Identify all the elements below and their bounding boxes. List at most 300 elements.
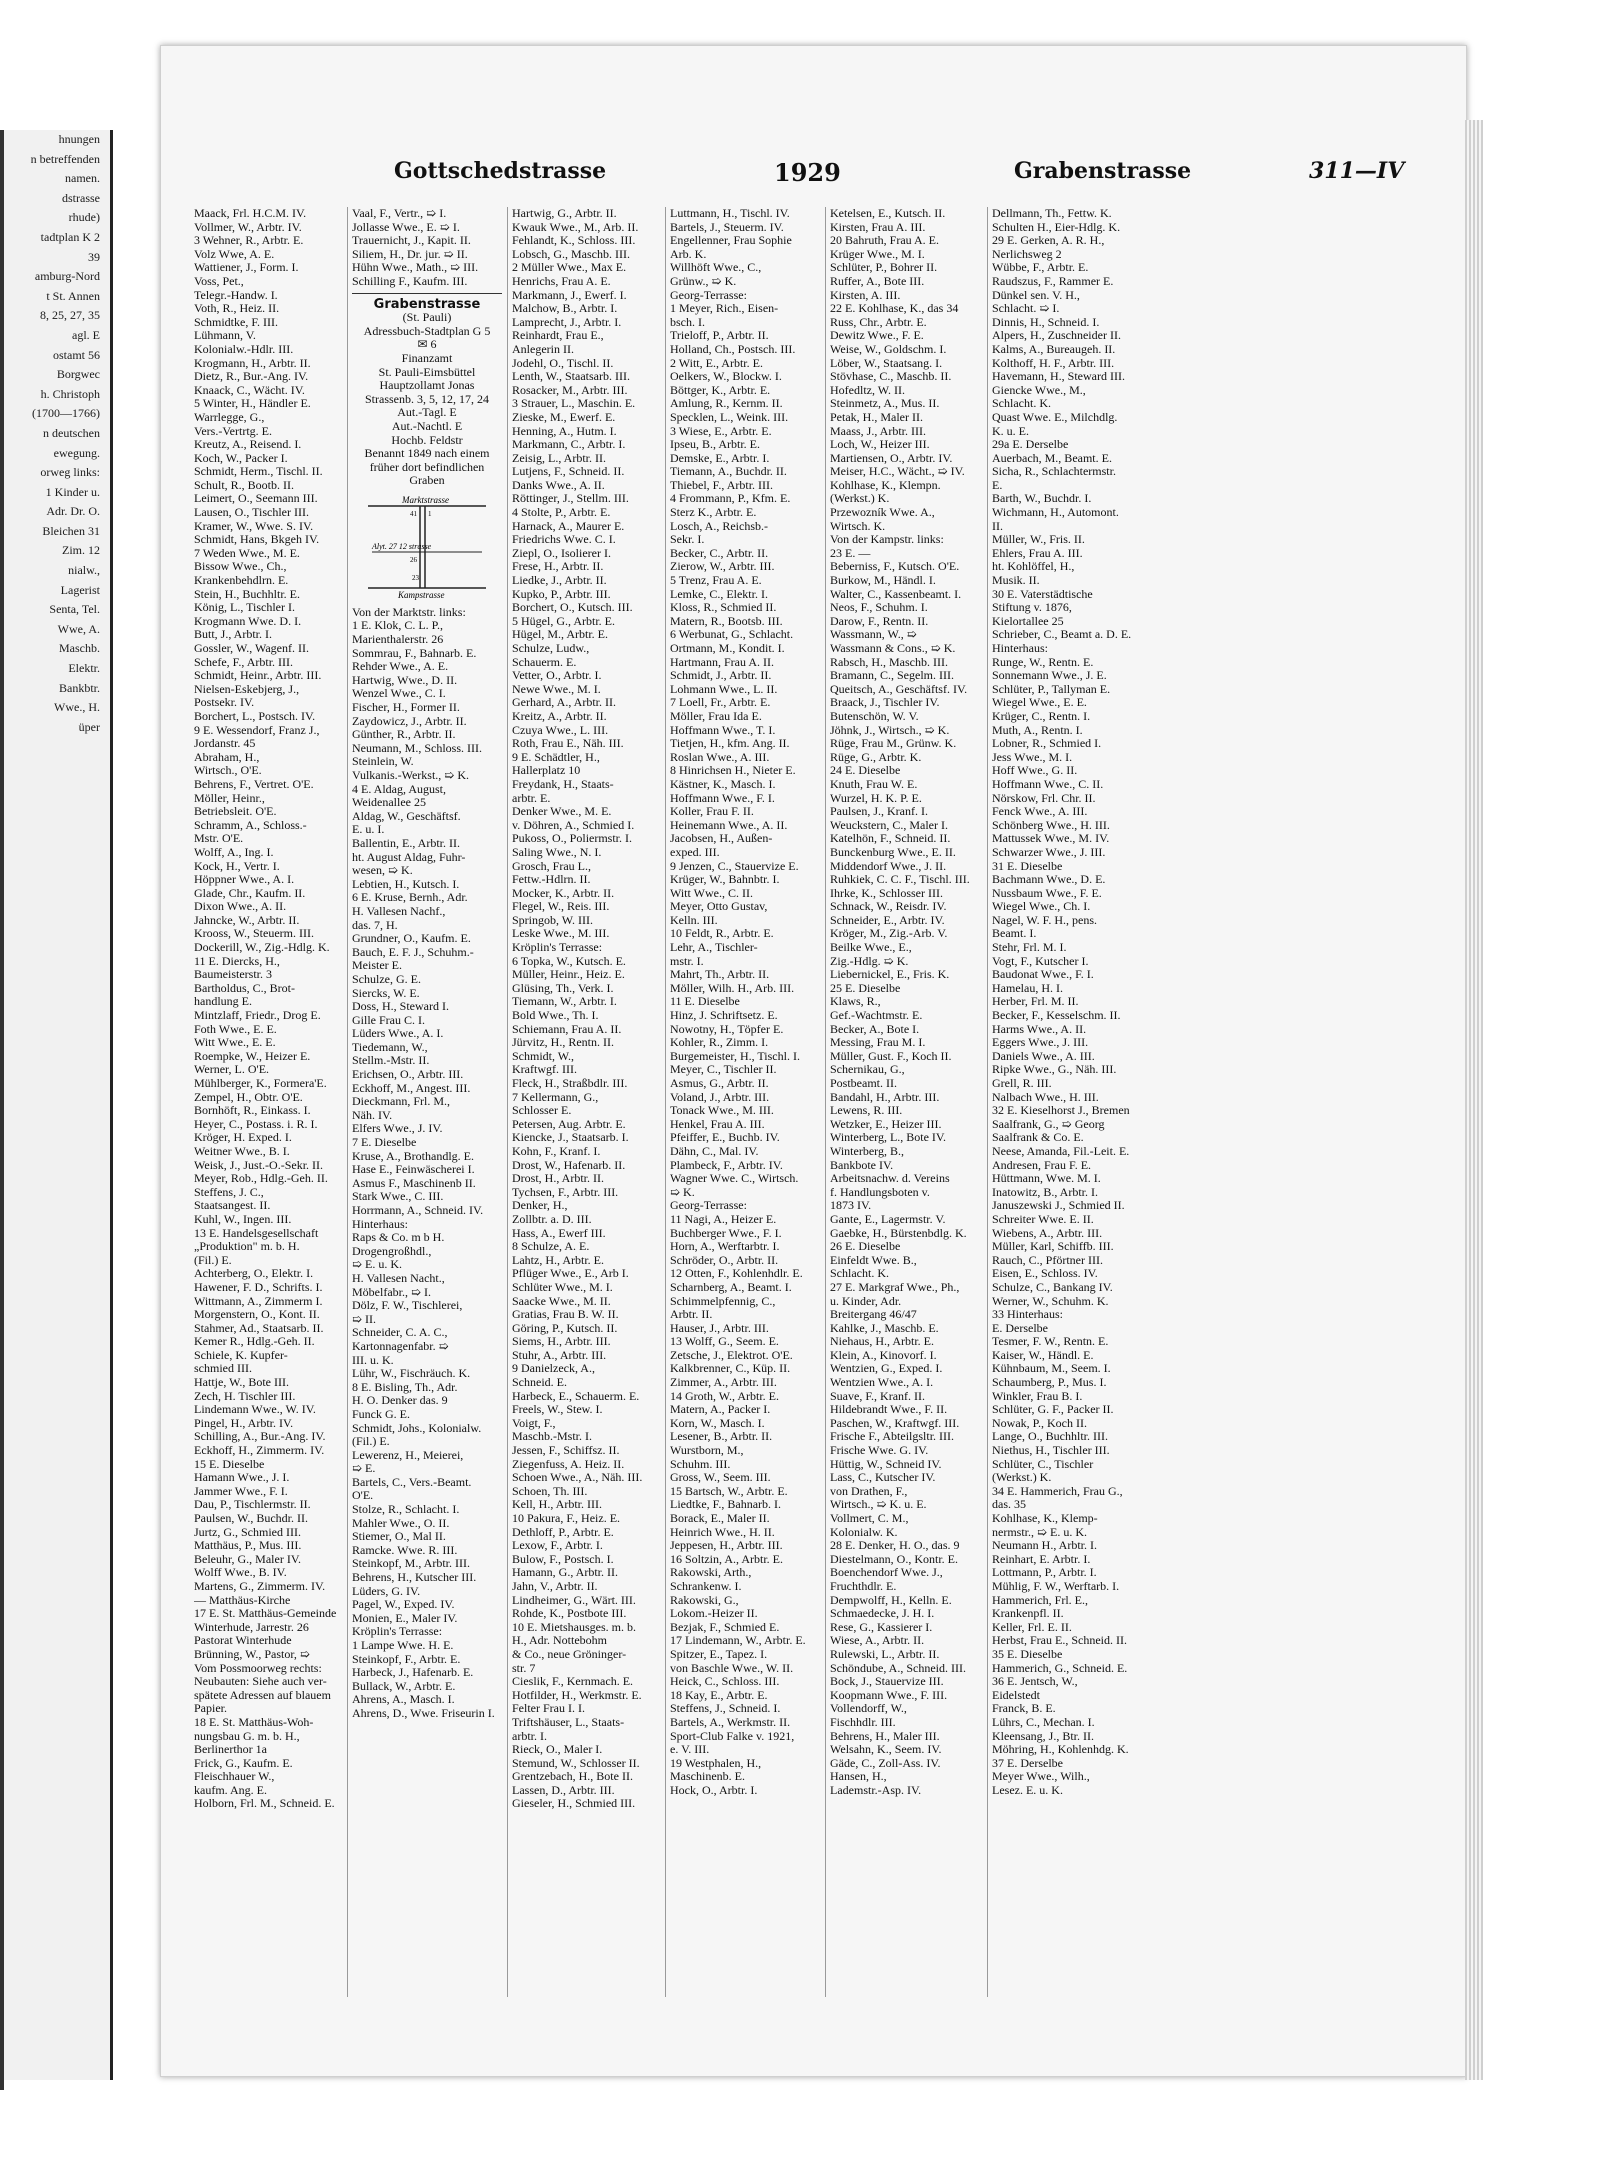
- directory-entry: Funck G. E.: [352, 1407, 410, 1421]
- directory-entry: Gaebke, H., Bürstenbdlg. K.: [830, 1226, 967, 1240]
- directory-entry: Schiele, K. Kupfer-: [194, 1348, 288, 1362]
- directory-entry: Müller, W., Fris. II.: [992, 533, 1085, 547]
- directory-entry: Darow, F., Rentn. II.: [830, 614, 929, 628]
- directory-entry: Kolthoff, H. F., Arbtr. III.: [992, 356, 1115, 370]
- directory-entry: bsch. I.: [670, 315, 705, 329]
- directory-entry: Rosacker, M., Arbtr. III.: [512, 383, 628, 397]
- directory-entry: Pukoss, O., Poliermstr. I.: [512, 832, 633, 846]
- column-2-bottom: [352, 606, 502, 1721]
- directory-entry: Thiebel, F., Arbtr. III.: [670, 478, 774, 492]
- directory-entry: Ziepl, O., Isolierer I.: [512, 546, 611, 560]
- left-page-line: orweg links:: [40, 465, 100, 480]
- directory-entry: Schauerm. E.: [512, 655, 577, 669]
- left-page-line: namen.: [65, 171, 100, 186]
- directory-entry: Arbeitsnachw. d. Vereins: [830, 1172, 950, 1186]
- directory-entry: Mahler Wwe., O. II.: [352, 1516, 450, 1530]
- directory-entry: Krankenbehdlrn. E.: [194, 574, 289, 588]
- directory-entry: Wiegel Wwe., E. E.: [992, 696, 1087, 710]
- directory-entry: E. u. I.: [352, 823, 385, 837]
- directory-entry: Mattussek Wwe., M. IV.: [992, 832, 1110, 846]
- directory-entry: 26 E. Dieselbe: [830, 1240, 901, 1254]
- directory-entry: Rabsch, H., Maschb. III.: [830, 655, 948, 669]
- directory-entry: Harnack, A., Maurer E.: [512, 519, 625, 533]
- directory-entry: Lewens, R. III.: [830, 1104, 903, 1118]
- directory-entry: Meyer, Otto Gustav,: [670, 900, 768, 914]
- directory-entry: 6 Topka, W., Kutsch. E.: [512, 954, 626, 968]
- directory-entry: Meyer, C., Tischler II.: [670, 1063, 777, 1077]
- directory-entry: Roslan Wwe., A. III.: [670, 750, 770, 764]
- directory-entry: Wassmann & Cons., ➯ K.: [830, 642, 956, 655]
- directory-entry: Losch, A., Reichsb.-: [670, 519, 768, 533]
- directory-entry: Bold Wwe., Th. I.: [512, 1009, 599, 1023]
- directory-entry: 20 Bahruth, Frau A. E.: [830, 234, 939, 248]
- directory-entry: Kröger, M., Zig.-Arb. V.: [830, 927, 948, 941]
- directory-entry: Lindheimer, G., Wärt. III.: [512, 1593, 636, 1607]
- directory-entry: Wittmann, A., Zimmerm I.: [194, 1294, 323, 1308]
- directory-entry: Zimmer, A., Arbtr. III.: [670, 1376, 777, 1390]
- directory-entry: Abraham, H.,: [194, 750, 260, 764]
- directory-entry: Lange, O., Buchhltr. III.: [992, 1430, 1108, 1444]
- directory-entry: wesen, ➯ K.: [352, 864, 413, 878]
- directory-entry: Sport-Club Falke v. 1921,: [670, 1729, 795, 1743]
- directory-entry: Schmidt, J., Arbtr. II.: [670, 669, 772, 683]
- left-page-line: Elektr.: [68, 661, 100, 676]
- directory-entry: Mocker, K., Arbtr. II.: [512, 886, 615, 900]
- directory-entry: Wurzel, H. K. P. E.: [830, 791, 922, 805]
- directory-entry: Bartels, A., Werkmstr. II.: [670, 1715, 791, 1729]
- left-page-line: Lagerist: [60, 582, 100, 597]
- directory-entry: Meister E.: [352, 959, 402, 973]
- directory-entry: Rakowski, G.,: [670, 1593, 739, 1607]
- directory-entry: O'E.: [352, 1489, 374, 1503]
- directory-entry: 1 Meyer, Rich., Eisen-: [670, 302, 779, 316]
- left-page-line: Bleichen 31: [42, 523, 100, 538]
- directory-entry: Burkow, M., Händl. I.: [830, 574, 936, 588]
- directory-entry: 1 Lampe Wwe. H. E.: [352, 1639, 454, 1652]
- directory-entry: Krooss, W., Steuerm. III.: [194, 927, 314, 941]
- directory-entry: 27 E. Markgraf Wwe., Ph.,: [830, 1280, 960, 1294]
- directory-entry: Aut.-Tagl. E: [397, 406, 457, 420]
- directory-entry: Schneid. E.: [512, 1376, 567, 1390]
- directory-entry: Dähn, C., Mal. IV.: [670, 1144, 759, 1158]
- directory-entry: Siliem, H., Dr. jur. ➯ II.: [352, 247, 468, 261]
- directory-entry: Markmann, C., Arbtr. I.: [512, 438, 626, 452]
- directory-entry: H., Adr. Nottebohm: [512, 1634, 607, 1648]
- directory-entry: Schlosser E.: [512, 1104, 572, 1118]
- directory-entry: Nerlichsweg 2: [992, 247, 1062, 261]
- directory-entry: 7 Weden Wwe., M. E.: [194, 546, 300, 560]
- directory-entry: Schwarzer Wwe., J. III.: [992, 845, 1106, 859]
- directory-entry: 1 E. Klok, C. L. P.,: [352, 619, 444, 633]
- directory-entry: Hamelau, H. I.: [992, 981, 1063, 995]
- directory-entry: Schrankenw. I.: [670, 1579, 742, 1593]
- directory-entry: Specklen, L., Weink. III.: [670, 410, 789, 424]
- directory-entry: Lesener, B., Arbtr. II.: [670, 1430, 773, 1444]
- directory-entry: Möller, Wilh. H., Arb. III.: [670, 981, 795, 995]
- directory-entry: Kupko, P., Arbtr. III.: [512, 587, 611, 601]
- directory-entry: Kalms, A., Bureaugeh. II.: [992, 342, 1116, 356]
- column-2-top: [352, 207, 502, 289]
- directory-entry: Behrens, H., Maler III.: [830, 1729, 940, 1743]
- directory-entry: Schmidt, Johs., Kolonialw.: [352, 1421, 482, 1435]
- directory-entry: Kleensang, J., Btr. II.: [992, 1729, 1094, 1743]
- directory-entry: Lühmann, V.: [194, 329, 256, 343]
- directory-entry: Eggers Wwe., J. III.: [992, 1036, 1089, 1050]
- directory-entry: Stuhr, A., Arbtr. III.: [512, 1348, 607, 1362]
- left-page-line: rhude): [68, 210, 100, 225]
- directory-entry: 8 E. Bisling, Th., Adr.: [352, 1380, 458, 1394]
- directory-entry: von Baschle Wwe., W. II.: [670, 1661, 794, 1675]
- directory-entry: Asmus F., Maschinenb II.: [352, 1176, 476, 1190]
- directory-entry: Frische Wwe. G. IV.: [830, 1444, 929, 1458]
- directory-entry: Kielortallee 25: [992, 614, 1064, 628]
- directory-entry: Rehder Wwe., A. E.: [352, 660, 449, 674]
- directory-entry: Henkel, Frau A. III.: [670, 1117, 765, 1131]
- directory-entry: Katelhön, F., Schneid. II.: [830, 832, 951, 846]
- directory-entry: Schmidt, W.,: [512, 1049, 575, 1063]
- directory-entry: (Fil.) E.: [352, 1435, 390, 1449]
- directory-entry: Schefe, F., Arbtr. III.: [194, 655, 294, 669]
- directory-entry: Przewozník Wwe. A.,: [830, 506, 935, 520]
- directory-entry: 10 E. Mietshausges. m. b.: [512, 1620, 636, 1634]
- directory-entry: Ortmann, M., Kondit. I.: [670, 642, 785, 655]
- directory-entry: Matern, R., Bootsb. III.: [670, 614, 783, 628]
- column-2: [352, 207, 502, 2007]
- directory-entry: Lassen, D., Arbtr. III.: [512, 1783, 615, 1797]
- directory-entry: Möller, Heinr.,: [194, 791, 265, 805]
- directory-entry: Krogmann, H., Arbtr. II.: [194, 356, 311, 370]
- directory-entry: Lohmann Wwe., L. II.: [670, 682, 778, 696]
- directory-entry: Morgenstern, O., Kont. II.: [194, 1308, 320, 1322]
- directory-entry: Kreitz, A., Arbtr. II.: [512, 709, 607, 723]
- directory-entry: Schulze, G. E.: [352, 972, 421, 986]
- directory-entry: nungsbau G. m. b. H.,: [194, 1729, 300, 1743]
- directory-entry: Winkler, Frau B. I.: [992, 1389, 1083, 1403]
- directory-entry: Aldag, W., Geschäftsf.: [352, 809, 461, 823]
- directory-entry: Hoffmann Wwe., C. II.: [992, 777, 1104, 791]
- directory-entry: Flegel, W., Reis. III.: [512, 900, 610, 914]
- directory-entry: 7 E. Dieselbe: [352, 1136, 417, 1150]
- directory-entry: 3 Strauer, L., Maschin. E.: [512, 397, 636, 411]
- directory-entry: Inatowitz, B., Arbtr. I.: [992, 1185, 1098, 1199]
- directory-entry: Steinlein, W.: [352, 755, 414, 769]
- directory-entry: Hartwig, G., Arbtr. II.: [512, 207, 617, 220]
- directory-entry: Leske Wwe., M. III.: [512, 927, 610, 941]
- directory-entry: Liebernickel, E., Fris. K.: [830, 968, 950, 982]
- directory-entry: Krüger Wwe., M. I.: [830, 247, 925, 261]
- directory-entry: Meyer, Rob., Hdlg.-Geh. II.: [194, 1172, 328, 1186]
- directory-entry: Von der Kampstr. links:: [830, 533, 944, 547]
- directory-entry: Januszewski J., Schmied II.: [992, 1199, 1125, 1213]
- directory-entry: str. 7: [512, 1661, 536, 1675]
- directory-entry: Fruchthdlr. E.: [830, 1579, 897, 1593]
- directory-entry: (Fil.) E.: [194, 1253, 232, 1267]
- directory-entry: Dempwolff, H., Kelln. E.: [830, 1593, 952, 1607]
- directory-entry: — Matthäus-Kirche: [194, 1593, 291, 1607]
- directory-entry: Marienthalerstr. 26: [352, 633, 444, 647]
- directory-entry: Mahrt, Th., Arbtr. II.: [670, 968, 770, 982]
- directory-entry: Mintzlaff, Friedr., Drog E.: [194, 1009, 321, 1023]
- directory-entry: Hauptzollamt Jonas: [379, 379, 475, 393]
- directory-entry: Krogmann Wwe. D. I.: [194, 614, 302, 628]
- map-label-top: Marktstrasse: [402, 494, 449, 505]
- directory-entry: Erichsen, O., Arbtr. III.: [352, 1068, 464, 1082]
- directory-entry: Lausen, O., Tischler III.: [194, 506, 309, 520]
- page-header: [234, 158, 1405, 196]
- directory-entry: Betriebsleit. O'E.: [194, 805, 277, 819]
- left-page-line: amburg-Nord: [34, 269, 100, 284]
- directory-entry: Nielsen-Eskebjerg, J.,: [194, 682, 300, 696]
- directory-entry: Schuhm. III.: [670, 1457, 731, 1471]
- directory-entry: Pingel, H., Arbtr. IV.: [194, 1416, 294, 1430]
- directory-entry: Schneider, C. A. C.,: [352, 1326, 448, 1340]
- directory-entry: Schröder, O., Arbtr. II.: [670, 1253, 779, 1267]
- directory-entry: 28 E. Denker, H. O., das. 9: [830, 1539, 960, 1553]
- directory-entry: Wenzel Wwe., C. I.: [352, 687, 446, 701]
- directory-entry: Krüger, W., Bahnbtr. I.: [670, 873, 780, 887]
- directory-entry: Elfers Wwe., J. IV.: [352, 1122, 443, 1136]
- directory-entry: Winterberg, B.,: [830, 1144, 904, 1158]
- directory-entry: Butt, J., Arbtr. I.: [194, 628, 273, 642]
- directory-entry: Nowak, P., Koch II.: [992, 1416, 1087, 1430]
- directory-entry: Jollasse Wwe., E. ➯ I.: [352, 220, 460, 234]
- directory-entry: Voland, J., Arbtr. III.: [670, 1090, 770, 1104]
- directory-entry: Kruse, A., Brothandlg. E.: [352, 1149, 474, 1163]
- directory-entry: Hammerich, Frl. E.,: [992, 1593, 1088, 1607]
- directory-entry: Braack, J., Tischler IV.: [830, 696, 940, 710]
- directory-entry: Dau, P., Tischlermstr. II.: [194, 1498, 311, 1512]
- directory-entry: Niehaus, H., Arbtr. E.: [830, 1335, 934, 1349]
- directory-entry: Zig.-Hdlg. ➯ K.: [830, 954, 909, 968]
- directory-entry: Ipseu, B., Arbtr. E.: [670, 438, 760, 452]
- directory-entry: Zeisig, L., Arbtr. II.: [512, 451, 606, 465]
- directory-entry: Kreutz, A., Reisend. I.: [194, 438, 302, 452]
- directory-entry: Nalbach Wwe., H. III.: [992, 1090, 1099, 1104]
- directory-entry: Hoffmann Wwe., F. I.: [670, 791, 775, 805]
- directory-entry: Lutjens, F., Schneid. II.: [512, 465, 625, 479]
- directory-entry: Diestelmann, O., Kontr. E.: [830, 1552, 958, 1566]
- directory-entry: Fenck Wwe., A. III.: [992, 805, 1088, 819]
- left-page-line: n deutschen: [43, 425, 100, 440]
- directory-entry: Fettw.-Hdlrn. II.: [512, 873, 591, 887]
- directory-entry: 33 Hinterhaus:: [992, 1308, 1063, 1322]
- directory-entry: Georg-Terrasse:: [670, 288, 747, 302]
- directory-entry: Burgemeister, H., Tischl. I.: [670, 1049, 800, 1063]
- directory-entry: Mstr. O'E.: [194, 832, 244, 846]
- directory-entry: Eidelstedt: [992, 1688, 1040, 1702]
- directory-entry: Schmidt, Hans, Bkgeh IV.: [194, 533, 320, 547]
- directory-entry: Kästner, K., Masch. I.: [670, 777, 776, 791]
- directory-entry: Petersen, Aug. Arbtr. E.: [512, 1117, 626, 1131]
- header-street-left: Gottschedstrasse: [394, 158, 607, 184]
- directory-entry: König, L., Tischler I.: [194, 601, 296, 615]
- directory-entry: Jürvitz, H., Rentn. II.: [512, 1036, 614, 1050]
- directory-entry: E.: [992, 478, 1003, 492]
- directory-entry: Wolff, A., Ing. I.: [194, 845, 274, 859]
- directory-entry: Stolze, R., Schlacht. I.: [352, 1503, 460, 1517]
- directory-entry: Cieslik, F., Kernmach. E.: [512, 1675, 634, 1689]
- directory-entry: 4 Stolte, P., Arbtr. E.: [512, 506, 611, 520]
- directory-entry: das. 35: [992, 1498, 1026, 1512]
- left-page-line: üper: [78, 719, 100, 734]
- left-page-line: t St. Annen: [46, 288, 100, 303]
- column-1: [194, 207, 344, 2007]
- directory-entry: von Drathen, F.,: [830, 1484, 908, 1498]
- directory-entry: Friedrichs Wwe. C. I.: [512, 533, 616, 547]
- directory-entry: Schmidt, Herm., Tischl. II.: [194, 465, 323, 479]
- directory-entry: Koller, Frau F. II.: [670, 805, 754, 819]
- directory-entry: Ehlers, Frau A. III.: [992, 546, 1083, 560]
- left-page-line: Wwe, A.: [57, 621, 100, 636]
- directory-entry: Postsekr. IV.: [194, 696, 255, 710]
- directory-entry: 17 E. St. Matthäus-Gemeinde: [194, 1607, 337, 1621]
- directory-entry: Jahncke, W., Arbtr. II.: [194, 913, 300, 927]
- directory-entry: Lass, C., Kutscher IV.: [830, 1471, 936, 1485]
- directory-entry: Knaack, C., Wächt. IV.: [194, 383, 305, 397]
- directory-entry: Beberniss, F., Kutsch. O'E.: [830, 560, 960, 574]
- directory-entry: Klein, A., Kinovorf. I.: [830, 1348, 937, 1362]
- directory-entry: Schiemann, Frau A. II.: [512, 1022, 622, 1036]
- directory-entry: ht. August Aldag, Fuhr-: [352, 850, 466, 864]
- directory-entry: Gäde, C., Zoll-Ass. IV.: [830, 1756, 941, 1770]
- directory-entry: Brünning, W., Pastor, ➯: [194, 1647, 310, 1661]
- directory-entry: Vetter, O., Arbtr. I.: [512, 669, 602, 683]
- directory-entry: Eckhoff, M., Angest. III.: [352, 1081, 471, 1095]
- directory-entry: Paulsen, W., Buchdr. II.: [194, 1512, 308, 1525]
- directory-entry: Gille Frau C. I.: [352, 1013, 425, 1027]
- directory-entry: Bachmann Wwe., D. E.: [992, 873, 1106, 887]
- grabenstrasse-title: Grabenstrasse: [373, 296, 481, 312]
- left-page-line: (1700—1766): [32, 406, 100, 421]
- directory-entry: Vers.-Vertrtg. E.: [194, 424, 272, 438]
- directory-entry: Schlacht. K.: [830, 1267, 889, 1281]
- directory-entry: Dieckmann, Frl. M.,: [352, 1095, 450, 1109]
- directory-entry: Monien, E., Maler IV.: [352, 1611, 458, 1625]
- directory-entry: Lenth, W., Staatsarb. III.: [512, 370, 630, 384]
- directory-entry: Kühnbaum, M., Seem. I.: [992, 1362, 1111, 1376]
- directory-entry: 5 Hügel, G., Arbtr. E.: [512, 614, 615, 628]
- directory-entry: Alpers, H., Zuschneider II.: [992, 329, 1121, 343]
- directory-entry: Stövhase, C., Maschb. II.: [830, 370, 952, 384]
- directory-entry: Leimert, O., Seemann III.: [194, 492, 318, 506]
- directory-entry: Schmidtke, F. III.: [194, 315, 279, 329]
- directory-entry: Drost, W., Hafenarb. II.: [512, 1158, 626, 1172]
- directory-entry: Trieloff, P., Arbtr. II.: [670, 329, 769, 343]
- directory-entry: 12 Otten, F., Kohlenhdlr. E.: [670, 1267, 803, 1281]
- map-label-mid: Alyt. 27 12 strasse: [372, 541, 432, 551]
- directory-entry: Glüsing, Th., Verk. I.: [512, 981, 614, 995]
- directory-entry: Schlacht. ➯ I.: [992, 302, 1060, 316]
- directory-entry: H. Vallesen Nachf.,: [352, 904, 446, 918]
- directory-entry: Kahlke, J., Maschb. E.: [830, 1321, 939, 1335]
- directory-entry: Saacke Wwe., M. II.: [512, 1294, 611, 1308]
- header-page-number: 311—IV: [1309, 158, 1405, 184]
- directory-entry: H. Vallesen Nacht.,: [352, 1271, 445, 1285]
- directory-entry: Kirsten, Frau A. III.: [830, 220, 926, 234]
- directory-entry: 7 Loell, Fr., Arbtr. E.: [670, 696, 771, 710]
- directory-entry: Beamt. I.: [992, 927, 1037, 941]
- directory-entry: Schnack, W., Reisdr. IV.: [830, 900, 947, 914]
- directory-entry: 5 Trenz, Frau A. E.: [670, 574, 762, 588]
- directory-entry: Dünkel sen. V. H.,: [992, 288, 1080, 302]
- directory-entry: ✉ 6: [417, 338, 437, 352]
- directory-entry: Kwauk Wwe., M., Arb. II.: [512, 220, 639, 234]
- directory-entry: Stiemer, O., Mal II.: [352, 1530, 446, 1544]
- column-divider: [347, 207, 348, 1997]
- directory-entry: Adressbuch-Stadtplan G 5: [363, 324, 491, 338]
- directory-entry: Jeppesen, H., Arbtr. III.: [670, 1539, 783, 1553]
- directory-entry: Göring, P., Kutsch. II.: [512, 1321, 618, 1335]
- directory-entry: 13 E. Handelsgesellschaft: [194, 1226, 319, 1240]
- directory-entry: Bezjak, F., Schmied E.: [670, 1620, 780, 1634]
- directory-entry: Hauser, J., Arbtr. III.: [670, 1321, 769, 1335]
- directory-entry: 10 Pakura, F., Heiz. E.: [512, 1512, 621, 1525]
- left-page-line: 1 Kinder u.: [45, 484, 100, 499]
- directory-entry: Roth, Frau E., Näh. III.: [512, 737, 624, 751]
- left-page-line: Wwe., H.: [54, 700, 100, 715]
- directory-entry: 34 E. Hammerich, Frau G.,: [992, 1484, 1123, 1498]
- directory-entry: Röttinger, J., Stellm. III.: [512, 492, 629, 506]
- directory-entry: Strassenb. 3, 5, 12, 17, 24: [365, 392, 489, 406]
- directory-entry: Wagner Wwe. C., Wirtsch.: [670, 1172, 799, 1186]
- directory-entry: H. O. Denker das. 9: [352, 1394, 448, 1408]
- directory-entry: Horrmann, A., Schneid. IV.: [352, 1204, 484, 1217]
- directory-entry: Kramer, W., Wwe. S. IV.: [194, 519, 314, 533]
- directory-entry: Behrens, H., Kutscher III.: [352, 1571, 477, 1585]
- directory-entry: Koopmann Wwe., F. III.: [830, 1688, 948, 1702]
- directory-entry: 4 E. Aldag, August,: [352, 782, 447, 796]
- directory-entry: Muth, A., Rentn. I.: [992, 723, 1083, 737]
- directory-entry: 5 Winter, H., Händler E.: [194, 397, 311, 411]
- directory-entry: Weuckstern, C., Maler I.: [830, 818, 948, 832]
- directory-entry: Sommrau, F., Bahnarb. E.: [352, 646, 477, 660]
- directory-entry: Vollendorff, W.,: [830, 1702, 907, 1716]
- directory-entry: Jurtz, G., Schmied III.: [194, 1525, 301, 1539]
- directory-entry: 9 Danielzeck, A.,: [512, 1362, 595, 1376]
- directory-entry: 9 E. Wessendorf, Franz J.,: [194, 723, 320, 737]
- directory-entry: Matthäus, P., Mus. III.: [194, 1539, 302, 1553]
- directory-entry: Sonnemann Wwe., J. E.: [992, 669, 1107, 683]
- directory-entry: Tiedemann, W.,: [352, 1040, 428, 1054]
- directory-entry: Schoen Wwe., A., Näh. III.: [512, 1471, 643, 1485]
- directory-entry: Korn, W., Masch. I.: [670, 1416, 765, 1430]
- directory-entry: Jahn, V., Arbtr. II.: [512, 1579, 598, 1593]
- directory-entry: 11 E. Diercks, H.,: [194, 954, 280, 968]
- directory-entry: 36 E. Jentsch, W.,: [992, 1675, 1078, 1689]
- directory-entry: Dockerill, W., Zig.-Hdlg. K.: [194, 941, 330, 955]
- directory-entry: Saalfrank & Co. E.: [992, 1131, 1084, 1145]
- left-page-line: hnungen: [58, 132, 100, 146]
- directory-entry: Beleuhr, G., Maler IV.: [194, 1552, 301, 1566]
- directory-entry: Arb. K.: [670, 247, 707, 261]
- directory-entry: Fleck, H., Straßbdlr. III.: [512, 1077, 628, 1090]
- directory-entry: 29a E. Derselbe: [992, 438, 1069, 452]
- directory-entry: Wentzien, G., Exped. I.: [830, 1362, 943, 1376]
- directory-entry: Reinhardt, Frau E.,: [512, 329, 604, 343]
- directory-entry: ht. Kohlöffel, H.,: [992, 560, 1075, 574]
- directory-entry: Ruffer, A., Bote III.: [830, 274, 925, 288]
- directory-entry: Hammerich, G., Schneid. E.: [992, 1661, 1128, 1675]
- column-4: [670, 207, 822, 2007]
- directory-entry: Lehr, A., Tischler-: [670, 941, 758, 955]
- directory-entry: Staatsangest. II.: [194, 1199, 271, 1213]
- directory-entry: Butenschön, W. V.: [830, 709, 919, 723]
- directory-entry: (Werkst.) K.: [992, 1471, 1052, 1485]
- directory-entry: Maschb.-Mstr. I.: [512, 1430, 592, 1444]
- directory-entry: Bartels, J., Steuerm. IV.: [670, 220, 784, 234]
- directory-entry: 14 Groth, W., Arbtr. E.: [670, 1389, 780, 1403]
- directory-entry: Bornhöft, R., Einkass. I.: [194, 1104, 311, 1118]
